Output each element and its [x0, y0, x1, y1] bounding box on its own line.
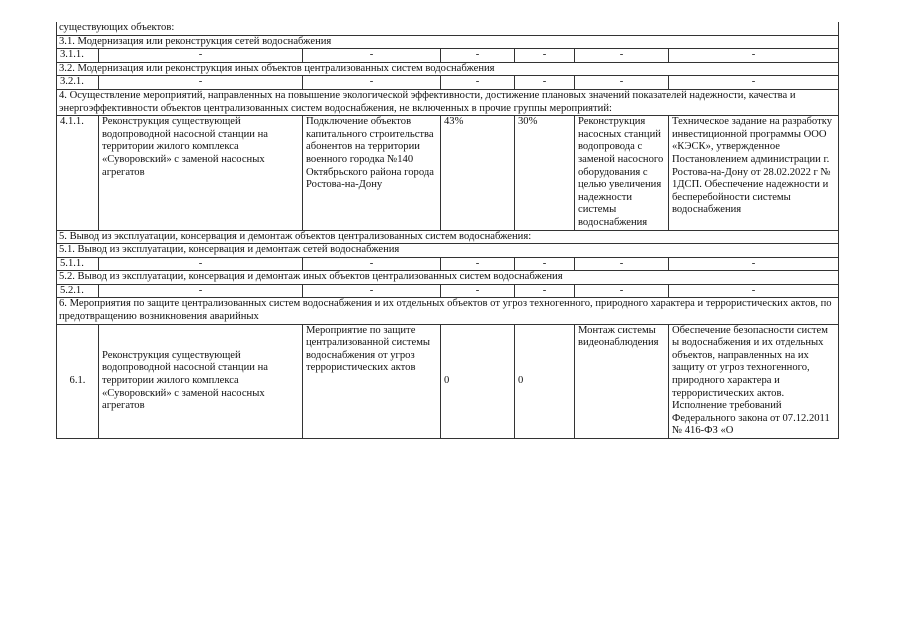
- cell: -: [669, 76, 839, 90]
- cell: -: [99, 49, 303, 63]
- measure-goal: Мероприятие по защите централизованной системы водоснабжения от угроз террористических актов: [303, 324, 441, 438]
- indicator-value-1: 43%: [441, 116, 515, 230]
- cell: -: [515, 76, 575, 90]
- table-row: [57, 244, 839, 258]
- measure-name: Реконструкция существующей водопроводной насосной станции на территории жилого комплекса «Суворовский» с заменой насосных агрегатов: [99, 116, 303, 230]
- investment-program-table: [56, 22, 839, 439]
- cell: -: [515, 284, 575, 298]
- measure-basis: Техническое задание на разработку инвестиционной программы ООО «КЭСК», утвержденное Постановлением администрации г. Ростова-на-Дону от 28.02.2022 г № 1ДСП. Обеспечение надежности и бесперебойности системы водоснабжения: [669, 116, 839, 230]
- indicator-value-1: 0: [441, 324, 515, 438]
- table-row: [57, 89, 839, 115]
- cell: -: [303, 49, 441, 63]
- row-number: 3.2.1.: [57, 76, 99, 90]
- measure-description: Монтаж системы видеонаблюдения: [575, 324, 669, 438]
- cell: -: [441, 76, 515, 90]
- indicator-value-2: 30%: [515, 116, 575, 230]
- cell: -: [669, 257, 839, 271]
- measure-basis: Обеспечение безопасности систем ы водоснабжения и их отдельных объектов, направленных на их защиту от угроз техногенного, природного характера и террористических актов. Исполнение требований Федерального закона от 07.12.2011 № 416-ФЗ «О: [669, 324, 839, 438]
- cell: -: [99, 284, 303, 298]
- cell: -: [515, 257, 575, 271]
- cell: -: [575, 284, 669, 298]
- measure-name: Реконструкция существующей водопроводной насосной станции на территории жилого комплекса «Суворовский» с заменой насосных агрегатов: [99, 324, 303, 438]
- table-row: [57, 116, 839, 230]
- table-row: [57, 49, 839, 63]
- section-heading-4: 4. Осуществление мероприятий, направленных на повышение экологической эффективности, достижение плановых значений показателей надежности, качества и энергоэффективности объектов централизованных систем водоснабжения, не включенных в прочие группы мероприятий:: [57, 89, 839, 115]
- table-row: [57, 257, 839, 271]
- table-row: [57, 76, 839, 90]
- table-row: [57, 271, 839, 285]
- cell: -: [99, 76, 303, 90]
- table-row: [57, 298, 839, 324]
- cell: -: [441, 257, 515, 271]
- section-tail: существующих объектов:: [57, 22, 839, 35]
- section-heading-5: 5. Вывод из эксплуатации, консервация и демонтаж объектов централизованных систем водоснабжения:: [57, 230, 839, 244]
- cell: -: [575, 76, 669, 90]
- table-row: [57, 35, 839, 49]
- table-row: [57, 324, 839, 438]
- cell: -: [669, 284, 839, 298]
- section-heading-3-1: 3.1. Модернизация или реконструкция сетей водоснабжения: [57, 35, 839, 49]
- measure-goal: Подключение объектов капитального строительства абонентов на территории военного городка №140 Октябрьского района города Ростова-на-Дону: [303, 116, 441, 230]
- table-row: [57, 62, 839, 76]
- document-page: [56, 22, 838, 439]
- row-number: 5.1.1.: [57, 257, 99, 271]
- cell: -: [303, 257, 441, 271]
- table-row: [57, 22, 839, 35]
- cell: -: [515, 49, 575, 63]
- cell: -: [441, 49, 515, 63]
- section-heading-5-1: 5.1. Вывод из эксплуатации, консервация и демонтаж сетей водоснабжения: [57, 244, 839, 258]
- row-number: 3.1.1.: [57, 49, 99, 63]
- table-row: [57, 230, 839, 244]
- row-number: 5.2.1.: [57, 284, 99, 298]
- cell: -: [669, 49, 839, 63]
- measure-description: Реконструкция насосных станций водопровода с заменой насосного оборудования с целью увеличения надежности системы водоснабжения: [575, 116, 669, 230]
- section-heading-5-2: 5.2. Вывод из эксплуатации, консервация и демонтаж иных объектов централизованных систем водоснабжения: [57, 271, 839, 285]
- cell: -: [575, 257, 669, 271]
- table-row: [57, 284, 839, 298]
- row-number: 4.1.1.: [57, 116, 99, 230]
- cell: -: [303, 284, 441, 298]
- cell: -: [575, 49, 669, 63]
- indicator-value-2: 0: [515, 324, 575, 438]
- section-heading-6: 6. Мероприятия по защите централизованных систем водоснабжения и их отдельных объектов от угроз техногенного, природного характера и террористических актов, по предотвращению возникновения аварийных: [57, 298, 839, 324]
- cell: -: [99, 257, 303, 271]
- section-heading-3-2: 3.2. Модернизация или реконструкция иных объектов централизованных систем водоснабжения: [57, 62, 839, 76]
- cell: -: [303, 76, 441, 90]
- cell: -: [441, 284, 515, 298]
- row-number: 6.1.: [57, 324, 99, 438]
